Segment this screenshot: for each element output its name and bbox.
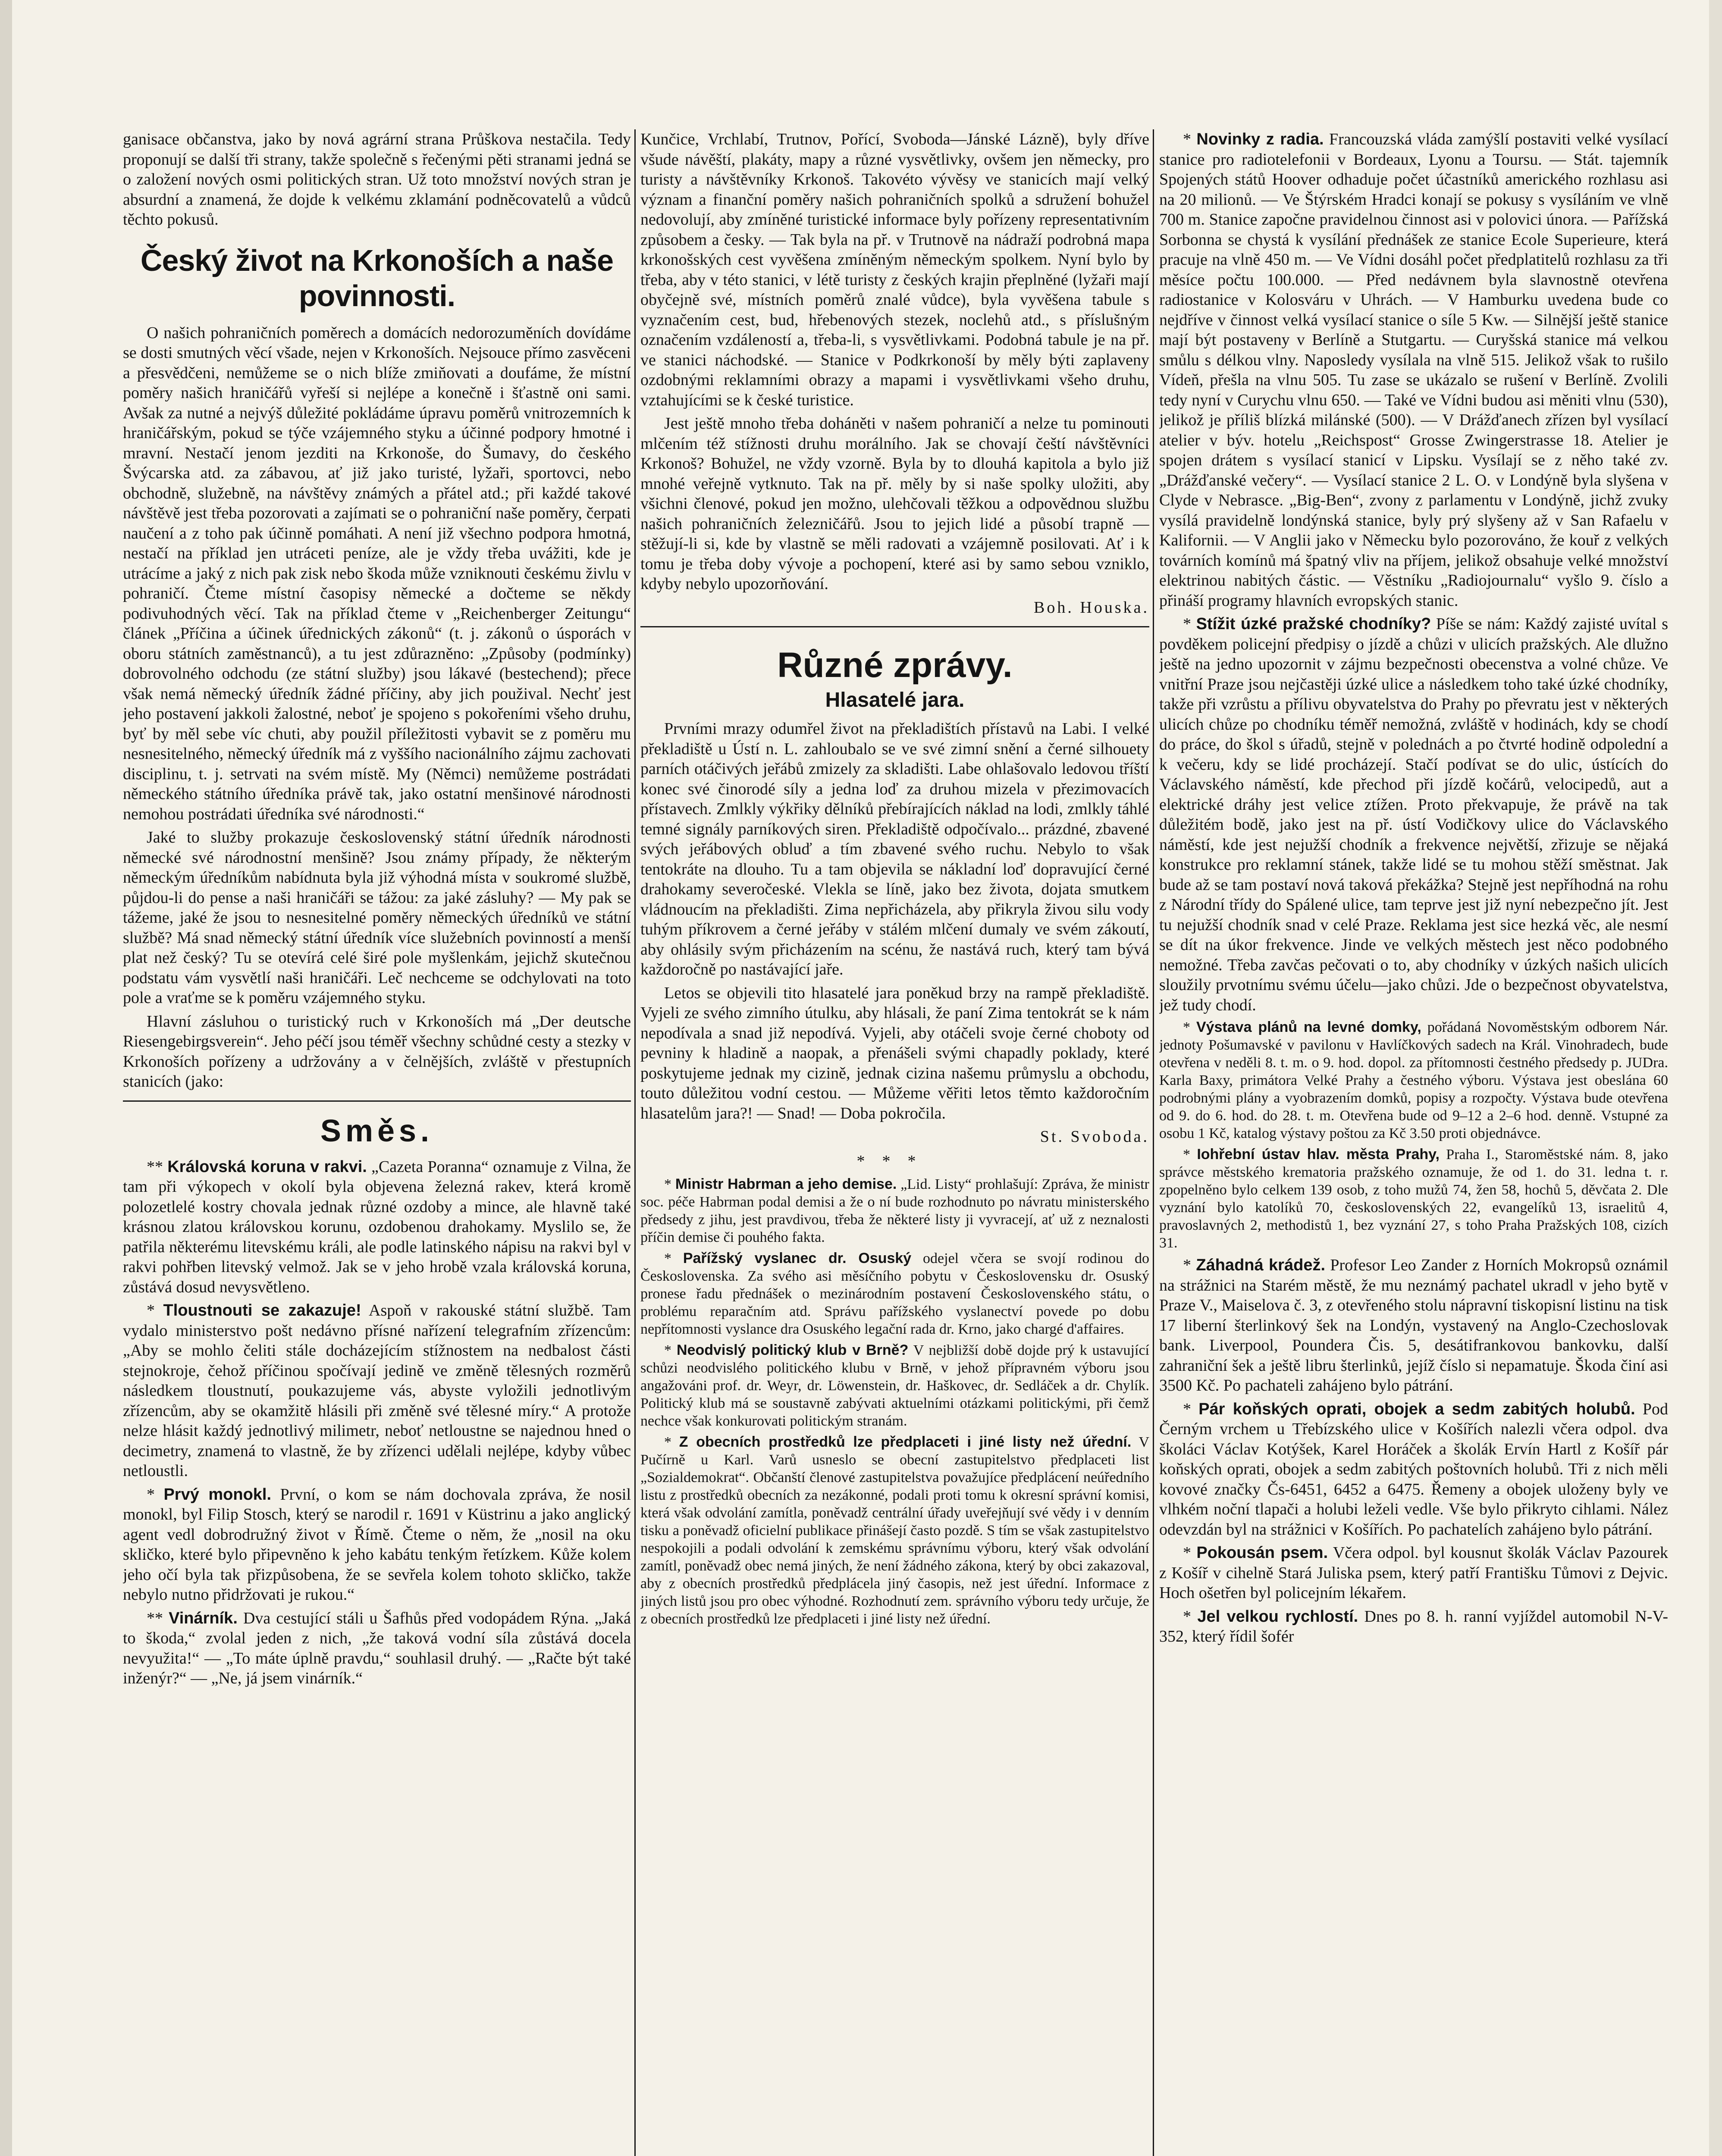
section-title: Různé zprávy. <box>777 646 1013 685</box>
paragraph: Hlavní zásluhou o turistický ruch v Krkonoších má „Der deutsche Riesengebirgsverein“. Jeho péčí jsou téměř všechny schůdné cesty a stezky v Krkonoších pořízeny a udržovány a v čelnějších, zvláště v přestupních stanicích (jako: <box>123 1012 631 1091</box>
signature: Boh. Houska. <box>1034 598 1149 617</box>
news-text: Praha I., Staroměstské nám. 8, jako správce městského krematoria pražského oznamuje, že od 1. do 31. ledna t. r. zpopelněno bylo celkem 139 osob, z toho mužů 74, žen 58, hochů 5, děvčata 2. Dle vyznání bylo katolíků 70, československých 22, evangelíků 13, israelitů 4, pravoslavných 2, methodistů 1, bez vyznání 27, s toho Praha Pražských 108, cizích 31. <box>1159 1147 1668 1251</box>
news-heading: Výstava plánů na levné domky, <box>1196 1019 1421 1035</box>
column-2 <box>640 129 1149 2156</box>
section-rule <box>123 1100 631 1102</box>
news-item: * Stížit úzké pražské chodníky? Píše se nám: Každý zajisté uvítal s povděkem policejní předpisy o jízdě a chůzi v ulicích pražských. Ale dlužno ještě na jedno upozornit v zájmu bezpečnosti obecenstva a volné chůze. Ve vnitřní Praze jsou nejčastěji úzké ulice a následkem toho také úzké chodníky, takže při vzrůstu a přílivu obyvatelstva do Prahy po převratu jest v některých ulicích chůze po chodníku téměř nemožná, zvláště v hodinách, kdy se chodí do práce, do škol s úřadů, stejně v polednách a po čtvrté hodině odpolední a k večeru, kdy se lidé procházejí. Stačí podívat se do ulic, ústících do Václavského náměstí, kde přechod při jízdě kočárů, velocipedů, aut a elektrické dráhy jest velice ztížen. Proto překvapuje, že právě na tak důležitém bodě, jako jest na př. ústí Vodičkovy ulice do Václavského náměstí, kde jest nejužší chodník a frekvence největší, zřizuje se nějaká konstrukce pro reklamní stánek, takže lidé se tu mohou stěží směstnat. Jak bude až se tam postaví nová taková překážka? Stejně jest nepříhodná na rohu z Národní třídy do Spálené ulice, tam teprve jest již nyní nebezpečno jít. Jest tu nejužší chodník snad v celé Praze. Reklama jest sice hezká věc, ale nesmí se dít na úkor frekvence. Jinde ve velkých městech jest něco podobného nemožné. Třeba zavčas pečovati o to, aby chodníky v úzkých našich ulicích sloužily prvotnímu svému účelu—jako chůzi. Jde o bezpečnost obyvatelstva, jež tudy chodí. <box>1159 615 1668 1014</box>
signature: St. Svoboda. <box>1040 1128 1149 1146</box>
paragraph: Jest ještě mnoho třeba doháněti v našem pohraničí a nelze tu pominouti mlčením též stížnosti druhu morálního. Jak se chovají čeští návštěvníci Krkonoš? Bohužel, ne vždy vzorně. Byla by to dlouhá kapitola a bylo již mnohé veřejně vytknuto. Tak na př. měly by si naše spolky uložiti, aby všichni členové, pokud jen možno, ulehčovali těžkou a odpovědnou službu našich pohraničních železničářů. Jsou to jejich lidé a působí trapně — stěžují-li si, kde by vlastně se měli radovati a vzájemně posilovati. Ať i k tomu je třeba doby vývoje a pochopení, které asi by samo sebou vzniklo, kdyby nebylo upozorňování. <box>640 414 1149 593</box>
news-item: * Tloustnouti se zakazuje! Aspoň v rakouské státní službě. Tam vydalo ministerstvo pošt nedávno přísné nařízení telegrafním zřízencům: „Aby se mohlo čeliti stále docházejícím stížnostem na nedbalost části stejnokroje, čehož příčinou spočívají jedině ve změně tělesných rozměrů následkem tloustnutí, poukazujeme vás, abyste vyložili jednotlivým zřízencům, aby se okamžitě hlásili při změně své tělesné míry.“ A protože nelze hlásit každý jednotlivý milimetr, neboť netloustne se najednou hned o decimetry, znamená to vlastně, že by zřízenci udělali nejlépe, kdyby vůbec netloustli. <box>123 1301 631 1480</box>
news-heading: Novinky z radia. <box>1196 130 1324 148</box>
paragraph: Kunčice, Vrchlabí, Trutnov, Pořící, Svoboda—Jánské Lázně), byly dříve všude návěští, plakáty, mapy a různé vysvětlivky, ovšem jen německy, pro turisty a návštěvníky Krkonoš. Takovéto vývěsy ve stanicích mají velký význam a finanční poměry našich pohraničních spolků a sdružení bohužel nedovolují, aby zmíněné turistické informace byly pořízeny representativním způsobem a česky. — Tak byla na př. v Trutnově na nádraží podrobná mapa krkonošských cest vyvěšena zmíněným německým spolkem. Nyní bylo by třeba, aby v této stanici, v létě turisty z českých krajin přeplněné (lyžaři mají obyčejně své, místních poměrů znalé vůdce), byla vyvěšena tabule s vyznačením cest, bud, hřebenových stezek, noclehů atd., s příslušným označením vzdáleností a, třeba-li, s vysvětlivkami. Podobná tabule je na př. ve stanici náchodské. — Stanice v Podkrkonoší by měly býti zaplaveny ozdobnými reklamními obrazy a mapami i vysvětlivkami všeho druhu, vztahujícími se k české turistice. <box>640 130 1149 409</box>
scan-edge <box>0 0 12 2156</box>
column-rule <box>1153 129 1154 2156</box>
scan-edge <box>1709 0 1722 2156</box>
news-item: ** Vinárník. Dva cestující stáli u Šafhůs před vodopádem Rýna. „Jaká to škoda,“ zvolal jeden z nich, „že taková vodní síla zůstává docela nevyužita!“ — „To máte úplně pravdu,“ souhlasil druhý. — „Račte být také inženýr?“ — „Ne, já jsem vinárník.“ <box>123 1609 631 1687</box>
news-heading: Vinárník. <box>169 1609 238 1627</box>
article-title: Český život na Krkonoších a naše povinnosti. <box>140 243 614 313</box>
news-item: * Novinky z radia. Francouzská vláda zamýšlí postaviti velké vysílací stanice pro radiotelefonii v Bordeaux, Lyonu a Toursu. — Stát. tajemník Spojených států Hoover odhaduje počet účastníků amerického rozhlasu asi na 20 milionů. — Ve Štýrském Hradci konají se pokusy s vysíláním ve vlně 700 m. Stanice započne pravidelnou činnost asi v polovici února. — Pařížská Sorbonna se chystá k vysílání přednášek ze stanice Ecole Superieure, která pracuje na vlně 450 m. — Ve Vídni dosáhl počet předplatitelů rozhlasu za tři měsíce počtu 100.000. — Před nedávnem byla slavnostně otevřena radiostanice v Kolosváru v Uhrách. — V Hamburku uvedena bude co nejdříve v činnost velká vysílací stanice o síle 5 Kw. — Silnější ještě stanice mají být postaveny v Berlíně a Stutgartu. — Curyšská stanice má velkou smůlu s délkou vlny. Naposledy vysílala na vlně 515. Jelikož však to rušilo Vídeň, přešla na vlnu 505. Tu zase se ukázalo se rušení v Berlíně. Zvolili tedy nyní v Curychu vlnu 650. — Také ve Vídni budou asi měniti vlnu (530), jelikož je příliš blízká milánské (500). — V Drážďanech zřízen byl vysílací atelier v býv. hotelu „Reichspost“ Grosse Zwingerstrasse 18. Atelier je spojen drátem s vysílací stanicí v Lipsku. Vysílají se z něho také zv. „Drážďanské večery“. — Vysílací stanice 2 L. O. v Londýně byla slyšena v Clyde v Nebrasce. „Big-Ben“, zvony z parlamentu v Londýně, jichž zvuky vysílá pravidelně londýnská stanice, byly prý slyšeny až v San Rafaelu v Kalifornii. — V Anglii jako v Německu bylo pozorováno, že kouř z velkých továrních komínů má špatný vliv na příjem, jelikož obsahuje velké množství elektrinou nabitých částic. — Věstníku „Radiojournalu“ vyšlo 9. číslo a přináší programy hlavních evropských stanic. <box>1159 130 1668 610</box>
news-text: V nejbližší době dojde prý k ustavující schůzi neodvislého politického klubu v Brně, v jehož přípravném výboru jsou angažováni prof. dr. Weyr, dr. Löwenstein, dr. Haškovec, dr. Sedláček a dr. Chylík. Politický klub má se soustavně zabývati aktuelními otázkami politickými, při čemž nechce však konkurovati politickým stranám. <box>640 1342 1149 1429</box>
news-item: * Neodvislý politický klub v Brně? V nejbližší době dojde prý k ustavující schůzi neodvislého politického klubu v Brně, v jehož přípravném výboru jsou angažováni prof. dr. Weyr, dr. Löwenstein, dr. Haškovec, dr. Sedláček a dr. Chylík. Politický klub má se soustavně zabývati aktuelními otázkami politickými, při čemž nechce však konkurovati politickým stranám. <box>640 1341 1149 1429</box>
column-3 <box>1159 129 1668 2156</box>
news-item: * Ministr Habrman a jeho demise. „Lid. Listy“ prohlašují: Zpráva, že ministr soc. péče Habrman podal demisi a že o ní bude rozhodnuto po návratu ministerského předsedy z jihu, jest pravdivou, třeba že některé listy ji vyvracejí, ať už z neznalosti příčin demise či pouhého fakta. <box>640 1175 1149 1245</box>
news-item: * Pár koňských oprati, obojek a sedm zabitých holubů. Pod Černým vrchem u Třebízského ulice v Košířích nalezli včera odpol. dva školáci Václav Kotýšek, Karel Horáček a školák Ervín Hartl z Košíř pár koňských oprati, obojek a sedm zabitých poštovních holubů. Tři z nich měli kovové značky Čs-6451, 6452 a 6475. Řemeny a obojek uloženy byly ve vlhkém noční tlapači a holubi leželi vedle. Vše bylo přikryto cihlami. Nález odevzdán byl na strážnici v Košířích. Po pachatelích zahájeno bylo pátrání. <box>1159 1400 1668 1539</box>
news-heading: Prvý monokl. <box>163 1485 272 1504</box>
column-1 <box>123 129 631 2156</box>
news-item: * Iohřební ústav hlav. města Prahy, Praha I., Staroměstské nám. 8, jako správce městského krematoria pražského oznamuje, že od 1. do 31. ledna t. r. zpopelněno bylo celkem 139 osob, z toho mužů 74, žen 58, hochů 5, děvčata 2. Dle vyznání bylo katolíků 70, československých 22, evangelíků 13, israelitů 4, pravoslavných 2, methodistů 1, bez vyznání 27, s toho Praha Pražských 108, cizích 31. <box>1159 1146 1668 1251</box>
news-heading: Jel velkou rychlostí. <box>1197 1607 1358 1626</box>
section-rule <box>640 626 1149 627</box>
news-heading: Pokousán psem. <box>1196 1544 1328 1562</box>
news-text: První, o kom se nám dochovala zpráva, že nosil monokl, byl Filip Stosch, který se narodil r. 1691 v Küstrinu a jako anglický agent vedl dobrodružný život v Římě. Čteme o něm, že „nosil na oku skličko, které bylo připevněno k jeho kabátu tenkým řetízkem. Kůže kolem jeho očí byla tak přizpůsobena, že se sevřela kolem tohoto skličko, takže nebylo nutno přidržovati je rukou.“ <box>123 1485 631 1604</box>
news-item: * Výstava plánů na levné domky, pořádaná Novoměstským odborem Nár. jednoty Pošumavské v pavilonu v Havlíčkových sadech na Král. Vinohradech, bude otevřena v neděli 8. t. m. o 9. hod. dopol. za přítomnosti čestného předsedy p. JUDra. Karla Baxy, primátora Velké Prahy a čestného výboru. Výstava jest obeslána 60 podrobnými plány a vyobrazením domků, popisy a rozpočty. Výstava bude otevřena od 9. do 6. hod. do 28. t. m. Otevřena bude od 9–12 a 2–6 hod. denně. Vstupné za osobu 1 Kč, katalog výstavy poštou za Kč 3.50 proti objednávce. <box>1159 1019 1668 1141</box>
section-title: Směs. <box>320 1113 434 1148</box>
paragraph: O našich pohraničních poměrech a domácích nedorozuměních dovídáme se dosti smutných věcí všade, nejen v Krkonoších. Nejsouce přímo zasvěceni a přesvědčeni, nemůžeme se o nich blíže zmiňovati a doufáme, že místní poměry našich hraničářů vyřeší si nejlépe a konečně i šťastně oni sami. Avšak za nutné a nejvýš důležité pokládáme úpravu poměrů vnitrozemních k hraničářským, pokud se týče vzájemného styku a účinné podpory hmotné i mravní. Nestačí jenom jezditi na Krkonoše, do Šumavy, do českého Švýcarska atd. za zábavou, ať již jako turisté, lyžaři, sportovci, nebo obchodně, služebně, na návštěvy známých a přátel atd.; při každé takové návštěvě jest třeba pozorovati a zajímati se o pohraniční naše poměry, čerpati naučení a z toho pak účinně pomáhati. A není již všechno podpora hmotná, nestačí na příklad jen utráceti peníze, ale je vždy třeba uvážiti, kde je utrácíme a jaký z nich pak zisk nebo škoda může vzniknouti českému živlu v pohraničí. Čteme místní časopisy německé a dočteme se někdy podivuhodných věcí. Tak na příklad čteme v „Reichenberger Zeitungu“ článek „Příčina a účinek úřednických zákonů“ (t. j. zákonů o úsporách v oboru státních zaměstnanců), a tu jest zdůrazněno: „Způsoby (podmínky) dobrovolného odchodu (ze státní služby) jsou lákavé (bestechend); přece však nemá německý úředník žádné příčiny, aby jich použival. Nechť jest jeho postavení jakkoli žalostné, neboť je spojeno s pokořeními všeho druhu, byť by měl sebe víc chuti, aby použil příležitosti vybavit se z poměru mu nesnesitelného, německý úředník má z vyššího nacionálního zájmu zachovati disciplinu, t. j. setrvati na svém místě. My (Němci) nemůžeme postrádati německého státního úředníka právě tak, jako ostatní menšinové národnosti nemohou postrádati úředníka své národnosti.“ <box>123 323 631 823</box>
news-item: * Prvý monokl. První, o kom se nám dochovala zpráva, že nosil monokl, byl Filip Stosch, který se narodil r. 1691 v Küstrinu a jako anglický agent vedl dobrodružný život v Římě. Čteme o něm, že „nosil na oku skličko, které bylo připevněno k jeho kabátu tenkým řetízkem. Kůže kolem jeho očí byla tak přizpůsobena, že se sevřela kolem tohoto skličko, takže nebylo nutno přidržovati je rukou.“ <box>123 1485 631 1604</box>
news-item: * Z obecních prostředků lze předplaceti i jiné listy než úřední. V Pučírně u Karl. Varů usneslo se obecní zastupitelstvo předplaceti list „Sozialdemokrat“. Občanští členové zastupitelstva považujíce předplácení neúředního listu z prostředků obecních za nezákonné, podali proti tomu k okresní správní komisi, která však odvolání zamítla, poněvadž centrální úřady uveřejňují své vědy i v denním tisku a poněvadž oficielní publikace přinášejí často pozdě. S tím se však zastupitelstvo nespokojili a podali odvolání k zemskému správnímu výboru, který však odvolání zamítl, poněvadž obec nemá jiných, že není žádného zákona, který by obci zakazoval, aby z obecních prostředků předplácela jiný časopis, než jest úřední. Informace z jiných listů jsou pro obec výhodné. Rozhodnutí zem. správního výboru tedy určuje, že z obecních prostředků lze předplaceti i jiné listy než úřední. <box>640 1433 1149 1627</box>
news-text: Aspoň v rakouské státní službě. Tam vydalo ministerstvo pošt nedávno přísné nařízení telegrafním zřízencům: „Aby se mohlo čeliti stále docházejícím stížnostem na nedbalost části stejnokroje, čehož příčinou spočívají jedině ve změně tělesných rozměrů následkem tloustnutí, poukazujeme vás, abyste vyložili jednotlivým zřízencům, aby se okamžitě hlásili při změně své tělesné míry.“ A protože nelze hlásit každý jednotlivý milimetr, neboť netloustne se najednou hned o decimetry, znamená to vlastně, že by zřízenci udělali nejlépe, kdyby vůbec netloustli. <box>123 1301 631 1480</box>
news-item: * Záhadná krádež. Profesor Leo Zander z Horních Mokropsů oznámil na strážnici na Starém městě, že mu neznámý pachatel ukradl v jeho bytě v Praze V., Maiselova č. 3, z otevřeného stolu nápravní tiskopisní listinu na tisk 17 liberní šterlinkový šek na Londýn, vystavený na Anglo-Czechoslovak bank. Liverpool, Poundera Čis. 5, desátifrankovou bankovku, další zahraniční šek a ještě libru šterlinků, jejíž číslo si nepamatuje. Škoda činí asi 3500 Kč. Po pachateli zahájeno bylo pátrání. <box>1159 1256 1668 1395</box>
news-text: Dnes po 8. h. ranní vyjíždel automobil N-V-352, který řídil šofér <box>1159 1607 1668 1645</box>
news-text: Pod Černým vrchem u Třebízského ulice v Košířích nalezli včera odpol. dva školáci Václav Kotýšek, Karel Horáček a školák Ervín Hartl z Košíř pár koňských oprati, obojek a sedm zabitých poštovních holubů. Tři z nich měli kovové značky Čs-6451, 6452 a 6475. Řemeny a obojek uloženy byly ve vlhkém noční tlapači a holubi leželi vedle. Vše bylo přikryto cihlami. Nález odevzdán byl na strážnici v Košířích. Po pachatelích zahájeno bylo pátrání. <box>1159 1400 1668 1539</box>
news-heading: Pařížský vyslanec dr. Osuský <box>683 1250 912 1266</box>
news-text: Píše se nám: Každý zajisté uvítal s povděkem policejní předpisy o jízdě a chůzi v ulicích pražských. Ale dlužno ještě na jedno upozornit v zájmu bezpečnosti obecenstva a volné chůze. Ve vnitřní Praze jsou nejčastěji úzké ulice a následkem toho také úzké chodníky, takže při vzrůstu a přílivu obyvatelstva do Prahy po převratu jest v některých ulicích chůze po chodníku téměř nemožná, zvláště v hodinách, kdy se chodí do práce, do škol s úřadů, stejně v polednách a po čtvrté hodině odpolední a k večeru, kdy se lidé procházejí. Stačí podívat se do ulic, ústících do Václavského náměstí, kde přechod při jízdě kočárů, velocipedů, aut a elektrické dráhy jest velice ztížen. Proto překvapuje, že právě na tak důležitém bodě, jako jest na př. ústí Vodičkovy ulice do Václavského náměstí, kde jest nejužší chodník a frekvence největší, zřizuje se nějaká konstrukce pro reklamní stánek, takže lidé se tu mohou stěží směstnat. Jak bude až se tam postaví nová taková překážka? Stejně jest nepříhodná na rohu z Národní třídy do Spálené ulice, tam teprve jest již nyní nebezpečno jít. Jest tu nejužší chodník snad v celé Praze. Reklama jest sice hezká věc, ale nesmí se dít na úkor frekvence. Jinde ve velkých městech jest něco podobného nemožné. Třeba zavčas pečovati o to, aby chodníky v úzkých našich ulicích sloužily prvotnímu svému účelu—jako chůzi. Jde o bezpečnost obyvatelstva, jež tudy chodí. <box>1159 615 1668 1014</box>
news-text: Včera odpol. byl kousnut školák Václav Pazourek z Košíř v cihelně Stará Juliska psem, který patří Františku Tůmovi z Dejvic. Hoch ošetřen byl policejním lékařem. <box>1159 1544 1668 1602</box>
paragraph: Prvními mrazy odumřel život na překladištích přístavů na Labi. I velké překladiště u Ústí n. L. zahloubalo se ve své zimní snění a černé silhouety parních otáčivých jeřábů zmizely za skladišti. Labe ohlašovalo ledovou tříští konec své činorodé síly a jedna loď za druhou mizela v přezimovacích přístavech. Zmlkly výkřiky dělníků přebírajících náklad na lodi, zmlkly táhlé temné signály parníkových siren. Překladiště odpočívalo... prázdné, zbavené svých jeřábových obluď a tím zbavené svého ruchu. Nebylo to však tentokráte na dlouho. Tu a tam objevila se nákladní loď dopravující černé drahokamy severočeské. Vlekla se líně, jako bez života, dojata smutkem vládnoucím na překladišti. Zima nepřicházela, aby přikryla živou silu vody tuhým příkrovem a černé jeřáby v stálém mlčení dumaly ve svém zákoutí, aby ohlásily svým přicházením na scénu, že nastává ruch, který tam bývá každoročně po nastávající jaře. <box>640 720 1149 978</box>
news-text: Dva cestující stáli u Šafhůs před vodopádem Rýna. „Jaká to škoda,“ zvolal jeden z nich, „že taková vodní síla zůstává docela nevyužita!“ — „To máte úplně pravdu,“ souhlasil druhý. — „Račte být také inženýr?“ — „Ne, já jsem vinárník.“ <box>123 1609 631 1687</box>
section-subtitle: Hlasatelé jara. <box>825 689 965 711</box>
paragraph: Letos se objevili tito hlasatelé jara poněkud brzy na rampě překladiště. Vyjeli ze svého zimního útulku, aby hlásali, že paní Zima tentokrát se k nám nepodívala a snad již nepodívá. Vyjeli, aby otáčeli svoje černé choboty od pevniny k hladině a naopak, a přenášeli svými chapadly poklady, které poskytujeme jednak my cizině, jednak cizina našemu průmyslu a obchodu, touto důležitou vodní cestou. — Můžeme věřiti letos těmto každoročním hlasatelům jara?! — Snad! — Doba pokročila. <box>640 984 1149 1122</box>
news-item: * Pokousán psem. Včera odpol. byl kousnut školák Václav Pazourek z Košíř v cihelně Stará Juliska psem, který patří Františku Tůmovi z Dejvic. Hoch ošetřen byl policejním lékařem. <box>1159 1544 1668 1602</box>
news-heading: Tloustnouti se zakazuje! <box>163 1301 361 1319</box>
news-heading: Stížit úzké pražské chodníky? <box>1196 615 1431 633</box>
news-heading: Neodvislý politický klub v Brně? <box>677 1341 909 1358</box>
divider-stars: *** <box>856 1152 933 1170</box>
news-heading: Královská koruna v rakvi. <box>167 1157 367 1176</box>
news-item: * Pařížský vyslanec dr. Osuský odejel včera se svojí rodinou do Československa. Za svého asi měsíčního pobytu v Československu dr. Osuský pronese řadu přednášek o mezinárodním postavení Československého státu, o problému reparačním atd. Správu pařížského vyslanectví povede po dobu nepřítomnosti vyslance dra Osuského legační rada dr. Krno, jako chargé d'affaires. <box>640 1250 1149 1337</box>
news-text: odejel včera se svojí rodinou do Československa. Za svého asi měsíčního pobytu v Československu dr. Osuský pronese řadu přednášek o mezinárodním postavení Československého státu, o problému reparačním atd. Správu pařížského vyslanectví povede po dobu nepřítomnosti vyslance dra Osuského legační rada dr. Krno, jako chargé d'affaires. <box>640 1250 1149 1337</box>
news-text: V Pučírně u Karl. Varů usneslo se obecní zastupitelstvo předplaceti list „Sozialdemokrat“. Občanští členové zastupitelstva považujíce předplácení neúředního listu z prostředků obecních za nezákonné, podali proti tomu k okresní správní komisi, která však odvolání zamítla, poněvadž centrální úřady uveřejňují své vědy i v denním tisku a poněvadž oficielní publikace přinášejí často pozdě. S tím se však zastupitelstvo nespokojili a podali odvolání k zemskému správnímu výboru, který však odvolání zamítl, poněvadž obec nemá jiných, že není žádného zákona, který by obci zakazoval, aby z obecních prostředků předplácela jiný časopis, než jest úřední. Informace z jiných listů jsou pro obec výhodné. Rozhodnutí zem. správního výboru tedy určuje, že z obecních prostředků lze předplaceti i jiné listy než úřední. <box>640 1434 1149 1627</box>
news-text: Francouzská vláda zamýšlí postaviti velké vysílací stanice pro radiotelefonii v Bordeaux, Lyonu a Toursu. — Stát. tajemník Spojených států Hoover odhaduje počet účastníků amerického rozhlasu asi na 20 milionů. — Ve Štýrském Hradci konají se pokusy s vysíláním ve vlně 700 m. Stanice započne pravidelnou činnost asi v polovici února. — Pařížská Sorbonna se chystá k vysílání přednášek ze stanice Ecole Superieure, která pracuje na vlně 450 m. — Ve Vídni dosáhl počet předplatitelů rozhlasu za tři měsíce počtu 100.000. — Před nedávnem byla slavnostně otevřena radiostanice v Kolosváru v Uhrách. — V Hamburku uvedena bude co nejdříve v činnost velká vysílací stanice o síle 5 Kw. — Silnější ještě stanice mají být postaveny v Berlíně a Stutgartu. — Curyšská stanice má velkou smůlu s délkou vlny. Naposledy vysílala na vlně 515. Jelikož však to rušilo Vídeň, přešla na vlnu 505. Tu zase se ukázalo se rušení v Berlíně. Zvolili tedy nyní v Curychu vlnu 650. — Také ve Vídni budou asi měniti vlnu (530), jelikož je příliš blízká milánské (500). — V Drážďanech zřízen byl vysílací atelier v býv. hotelu „Reichspost“ Grosse Zwingerstrasse 18. Atelier je spojen drátem s vysílací stanicí v Lipsku. Vysílají se z něho také zv. „Drážďanské večery“. — Vysílací stanice 2 L. O. v Londýně byla slyšena v Clyde v Nebrasce. „Big-Ben“, zvony z parlamentu v Londýně, jichž zvuky vysílá pravidelně londýnská stanice, byly prý slyšeny až v San Rafaelu v Kalifornii. — V Anglii jako v Německu bylo pozorováno, že kouř z velkých továrních komínů má špatný vliv na příjem, jelikož obsahuje velké množství elektrinou nabitých částic. — Věstníku „Radiojournalu“ vyšlo 9. číslo a přináší programy hlavních evropských stanic. <box>1159 130 1668 610</box>
news-heading: Pár koňských oprati, obojek a sedm zabitých holubů. <box>1198 1400 1635 1418</box>
news-heading: Iohřební ústav hlav. města Prahy, <box>1197 1146 1440 1163</box>
column-rule <box>634 129 636 2156</box>
news-text: „Lid. Listy“ prohlašují: Zpráva, že ministr soc. péče Habrman podal demisi a že o ní bude rozhodnuto po návratu ministerského předsedy z jihu, jest pravdivou, třeba že některé listy ji vyvracejí, ať už z neznalosti příčin demise či pouhého fakta. <box>640 1176 1149 1245</box>
news-item: * Jel velkou rychlostí. Dnes po 8. h. ranní vyjíždel automobil N-V-352, který řídil šofér <box>1159 1607 1668 1645</box>
news-item: ** Královská koruna v rakvi. „Cazeta Porannа“ oznamuje z Vilna, že tam při výkopech v okolí byla objevena železná rakev, která kromě polozetlelé kostry chovala jednak různé ozdoby a mince, ale hlavně také krásnou zlatou královskou korunu, ozdobenou drahokamy. Myslilo se, že patřila některému litevskému králi, ale podle latinského nápisu na rakvi byl v rakvi pohřben litevský velmož. Jak se v jeho hrobě vzala královská koruna, zůstává dosud nevysvětleno. <box>123 1157 631 1296</box>
news-heading: Z obecních prostředků lze předplaceti i jiné listy než úřední. <box>679 1433 1132 1450</box>
news-text: „Cazeta Porannа“ oznamuje z Vilna, že tam při výkopech v okolí byla objevena železná rakev, která kromě polozetlelé kostry chovala jednak různé ozdoby a mince, ale hlavně také krásnou zlatou královskou korunu, ozdobenou drahokamy. Myslilo se, že patřila některému litevskému králi, ale podle latinského nápisu na rakvi byl v rakvi pohřben litevský velmož. Jak se v jeho hrobě vzala královská koruna, zůstává dosud nevysvětleno. <box>123 1157 631 1296</box>
news-heading: Ministr Habrman a jeho demise. <box>675 1175 897 1192</box>
news-heading: Záhadná krádež. <box>1196 1256 1326 1274</box>
news-text: Profesor Leo Zander z Horních Mokropsů oznámil na strážnici na Starém městě, že mu neznámý pachatel ukradl v jeho bytě v Praze V., Maiselova č. 3, z otevřeného stolu nápravní tiskopisní listinu na tisk 17 liberní šterlinkový šek na Londýn, vystavený na Anglo-Czechoslovak bank. Liverpool, Poundera Čis. 5, desátifrankovou bankovku, další zahraniční šek a ještě libru šterlinků, jejíž číslo si nepamatuje. Škoda činí asi 3500 Kč. Po pachateli zahájeno bylo pátrání. <box>1159 1256 1668 1395</box>
news-text: pořádaná Novoměstským odborem Nár. jednoty Pošumavské v pavilonu v Havlíčkových sadech na Král. Vinohradech, bude otevřena v neděli 8. t. m. o 9. hod. dopol. za přítomnosti čestného předsedy p. JUDra. Karla Baxy, primátora Velké Prahy a čestného výboru. Výstava jest obeslána 60 podrobnými plány a vyobrazením domků, popisy a rozpočty. Výstava bude otevřena od 9. do 6. hod. do 28. t. m. Otevřena bude od 9–12 a 2–6 hod. denně. Vstupné za osobu 1 Kč, katalog výstavy poštou za Kč 3.50 proti objednávce. <box>1159 1019 1668 1141</box>
paragraph: ganisace občanstva, jako by nová agrární strana Průškova nestačila. Tedy proponují se další tři strany, takže společně s řečenými pěti stranami jedná se o založení nových osmi politických stran. Už toto množství nových stran je absurdní a znamená, že dojde k velkému zklamání podněcovatelů a vůdců těchto pokusů. <box>123 130 631 229</box>
paragraph: Jaké to služby prokazuje československý státní úředník národnosti německé své národnostní menšině? Jsou známy případy, že některým německým úředníkům nabídnuta byla již výhodná místa v soukromé službě, půjdou-li do pense a naši hraničáři se tážou: za jaké zásluhy? — My pak se tážeme, jaké že jsou to nesnesitelné poměry německých úředníků ve státní službě? Má snad německý státní úředník více služebních povinností a menší plat než český? Tu se otevírá celé širé pole myšlenkám, jejichž skutečnou podstatu vám vysvětlí naši hraničáři. Leč nechceme se odchylovati na toto pole a vraťme se k poměru vzájemného styku. <box>123 828 631 1007</box>
